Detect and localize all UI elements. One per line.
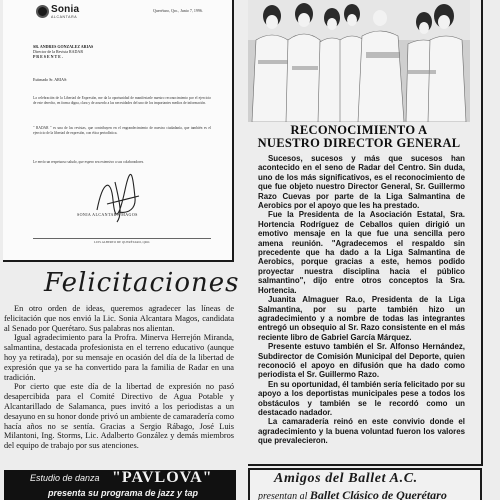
bottom-border-rule bbox=[248, 464, 483, 466]
felicitaciones-title: Felicitaciones bbox=[44, 268, 240, 298]
logo-text: Sonia bbox=[51, 4, 80, 15]
reconocimiento-paragraph-5: En su oportunidad, él también sería felicitado por su apoyo a los deportistas municipales pese a todos los obstáculos y también se le recordó como un destacado nadador. bbox=[258, 379, 465, 417]
reconocimiento-body bbox=[258, 154, 465, 446]
reconocimiento-paragraph-4: Presente estuvo también el Sr. Alfonso Hernández, Subdirector de Comisión Municipal del Deporte, quien reconoció el apoyo en difusión que ha dado como periodista el Sr. Guillermo Razo. bbox=[258, 342, 465, 380]
reconocimiento-paragraph-6: La camaradería reinó en este convivio donde el agradecimiento y la buena voluntad fueron los valores que prevalecieron. bbox=[258, 417, 465, 446]
letter-footer: LUIS ALBERTO DE QUERÉTARO, QRO. bbox=[33, 238, 211, 244]
pavlova-prefix: Estudio de danza bbox=[30, 473, 100, 483]
ballet-ad bbox=[248, 468, 482, 500]
pavlova-subtitle: presenta su programa de jazz y tap bbox=[48, 488, 199, 498]
reconocimiento-title-line-1: RECONOCIMIENTO A bbox=[290, 123, 428, 137]
letter-signature-name: SONIA ALCANTARA MAGOS bbox=[77, 212, 138, 217]
letter-greeting: Estimado Sr. ARIAS: bbox=[33, 77, 68, 82]
sonia-logo bbox=[36, 4, 82, 21]
logo-emblem-icon bbox=[36, 5, 49, 18]
letter-paragraph-2: " RADAR " es una de las revistas, que contribuyen en el engrandecimiento de nuestra ciudadanía, que también es el ejercicio de la libertad de expresión, con ética periodística. bbox=[33, 126, 211, 136]
addressee-present: P R E S E N T E . bbox=[33, 54, 63, 60]
letter-date: Querétaro, Qro., Junio 7, 1996. bbox=[153, 8, 203, 13]
addressee-title: Director de la Revista RADAR bbox=[33, 49, 83, 55]
letter-paragraph-3: Le envío un respetuoso saludo, que espero sea extensivo a sus colaboradores. bbox=[33, 160, 145, 164]
ballet-ad-subtitle bbox=[258, 488, 447, 500]
addressee-name: SR. ANDRES GONZALEZ ARIAS bbox=[33, 44, 94, 49]
reconocimiento-title bbox=[248, 124, 470, 150]
felicitaciones-paragraph-3: Por cierto que este día de la libertad de expresión no pasó desapercibida para el Comité Directivo de Agua Potable y Alcantarillado de Salamanca, pues invitó a los periodistas a un desayuno en su honor donde privó un ambiente de camaradería como hacía años no se sentía. Gracias a Sergio Rábago, José Luis Milantoni, Ing. Storms, Lic. Adalberto González y demás miembros del equipo de trabajo por sus atenciones. bbox=[4, 382, 234, 451]
reconocimiento-paragraph-3: Juanita Almaguer Ra.o, Presidenta de la Liga Salmantina, por su parte también hizo un agradecimiento y a nombre de todas las integrantes entregó un obsequio al Sr. Razo consistente en el más reciente libro de Gabriel García Márquez. bbox=[258, 295, 465, 342]
felicitaciones-paragraph-1: En otro orden de ideas, queremos agradecer las líneas de felicitación que nos envió la Lic. Sonia Alcantara Magos, candidata al Senado por Querétaro. Sus palabras nos alientan. bbox=[4, 304, 234, 333]
group-photo-image bbox=[248, 0, 470, 122]
group-photo bbox=[248, 0, 470, 122]
reconocimiento-paragraph-2: Fue la Presidenta de la Asociación Estatal, Sra. Hortencia Rodríguez de Ceballos quien dirigió un emotivo mensaje en la que fue una sencilla pero amena reunión. "Agradecemos el respaldo sin precedente que ha dado a la Liga Salmantina de Aerobics, porque gracias a este, hemos podido proyectar nuestra disciplina hacia el público salmantino", dijo entre otros conceptos la Sra. Hortencia. bbox=[258, 210, 465, 295]
ballet-ad-title: Amigos del Ballet A.C. bbox=[274, 471, 418, 486]
pavlova-name: "PAVLOVA" bbox=[112, 470, 213, 486]
pavlova-ad bbox=[4, 470, 236, 500]
ballet-ad-prefix: presentan al bbox=[258, 491, 308, 500]
reconocimiento-title-line-2: NUESTRO DIRECTOR GENERAL bbox=[257, 136, 461, 150]
right-border-rule bbox=[481, 0, 483, 465]
ballet-ad-name: Ballet Clásico de Querétaro bbox=[309, 488, 447, 500]
felicitaciones-paragraph-2: Igual agradecimiento para la Profra. Minerva Herrejón Miranda, salmantina, destacada profesionista en el terreno educativo (aunque hoy ya retirada), por su mensaje en ocasión del día de la libertad de expresión que ya se ha convertido para la familia de Radar en una tradición. bbox=[4, 333, 234, 382]
logo-subtext: ALCANTARA bbox=[51, 15, 78, 19]
letter-scan bbox=[3, 0, 234, 262]
felicitaciones-body bbox=[4, 304, 234, 451]
letter-paragraph-1: La celebración de la Libertad de Expresión, me da la oportunidad de manifestarle nuestro reconocimiento por el ejercicio de este derecho, en forma digna, clara y de acuerdo a las necesidades del uno de los importantes medios de información. bbox=[33, 96, 211, 106]
letter-addressee bbox=[33, 44, 93, 60]
reconocimiento-paragraph-1: Sucesos, sucesos y más que sucesos han acontecido en el seno de Radar del Centro. Sin duda, uno de los más significativos, es el reconocimiento de que fue objeto nuestro Director General, Sr. Guillermo Razo Cuevas por parte de la Liga Salmantina de Aerobics por el apoyo que les ha prestado. bbox=[258, 154, 465, 211]
